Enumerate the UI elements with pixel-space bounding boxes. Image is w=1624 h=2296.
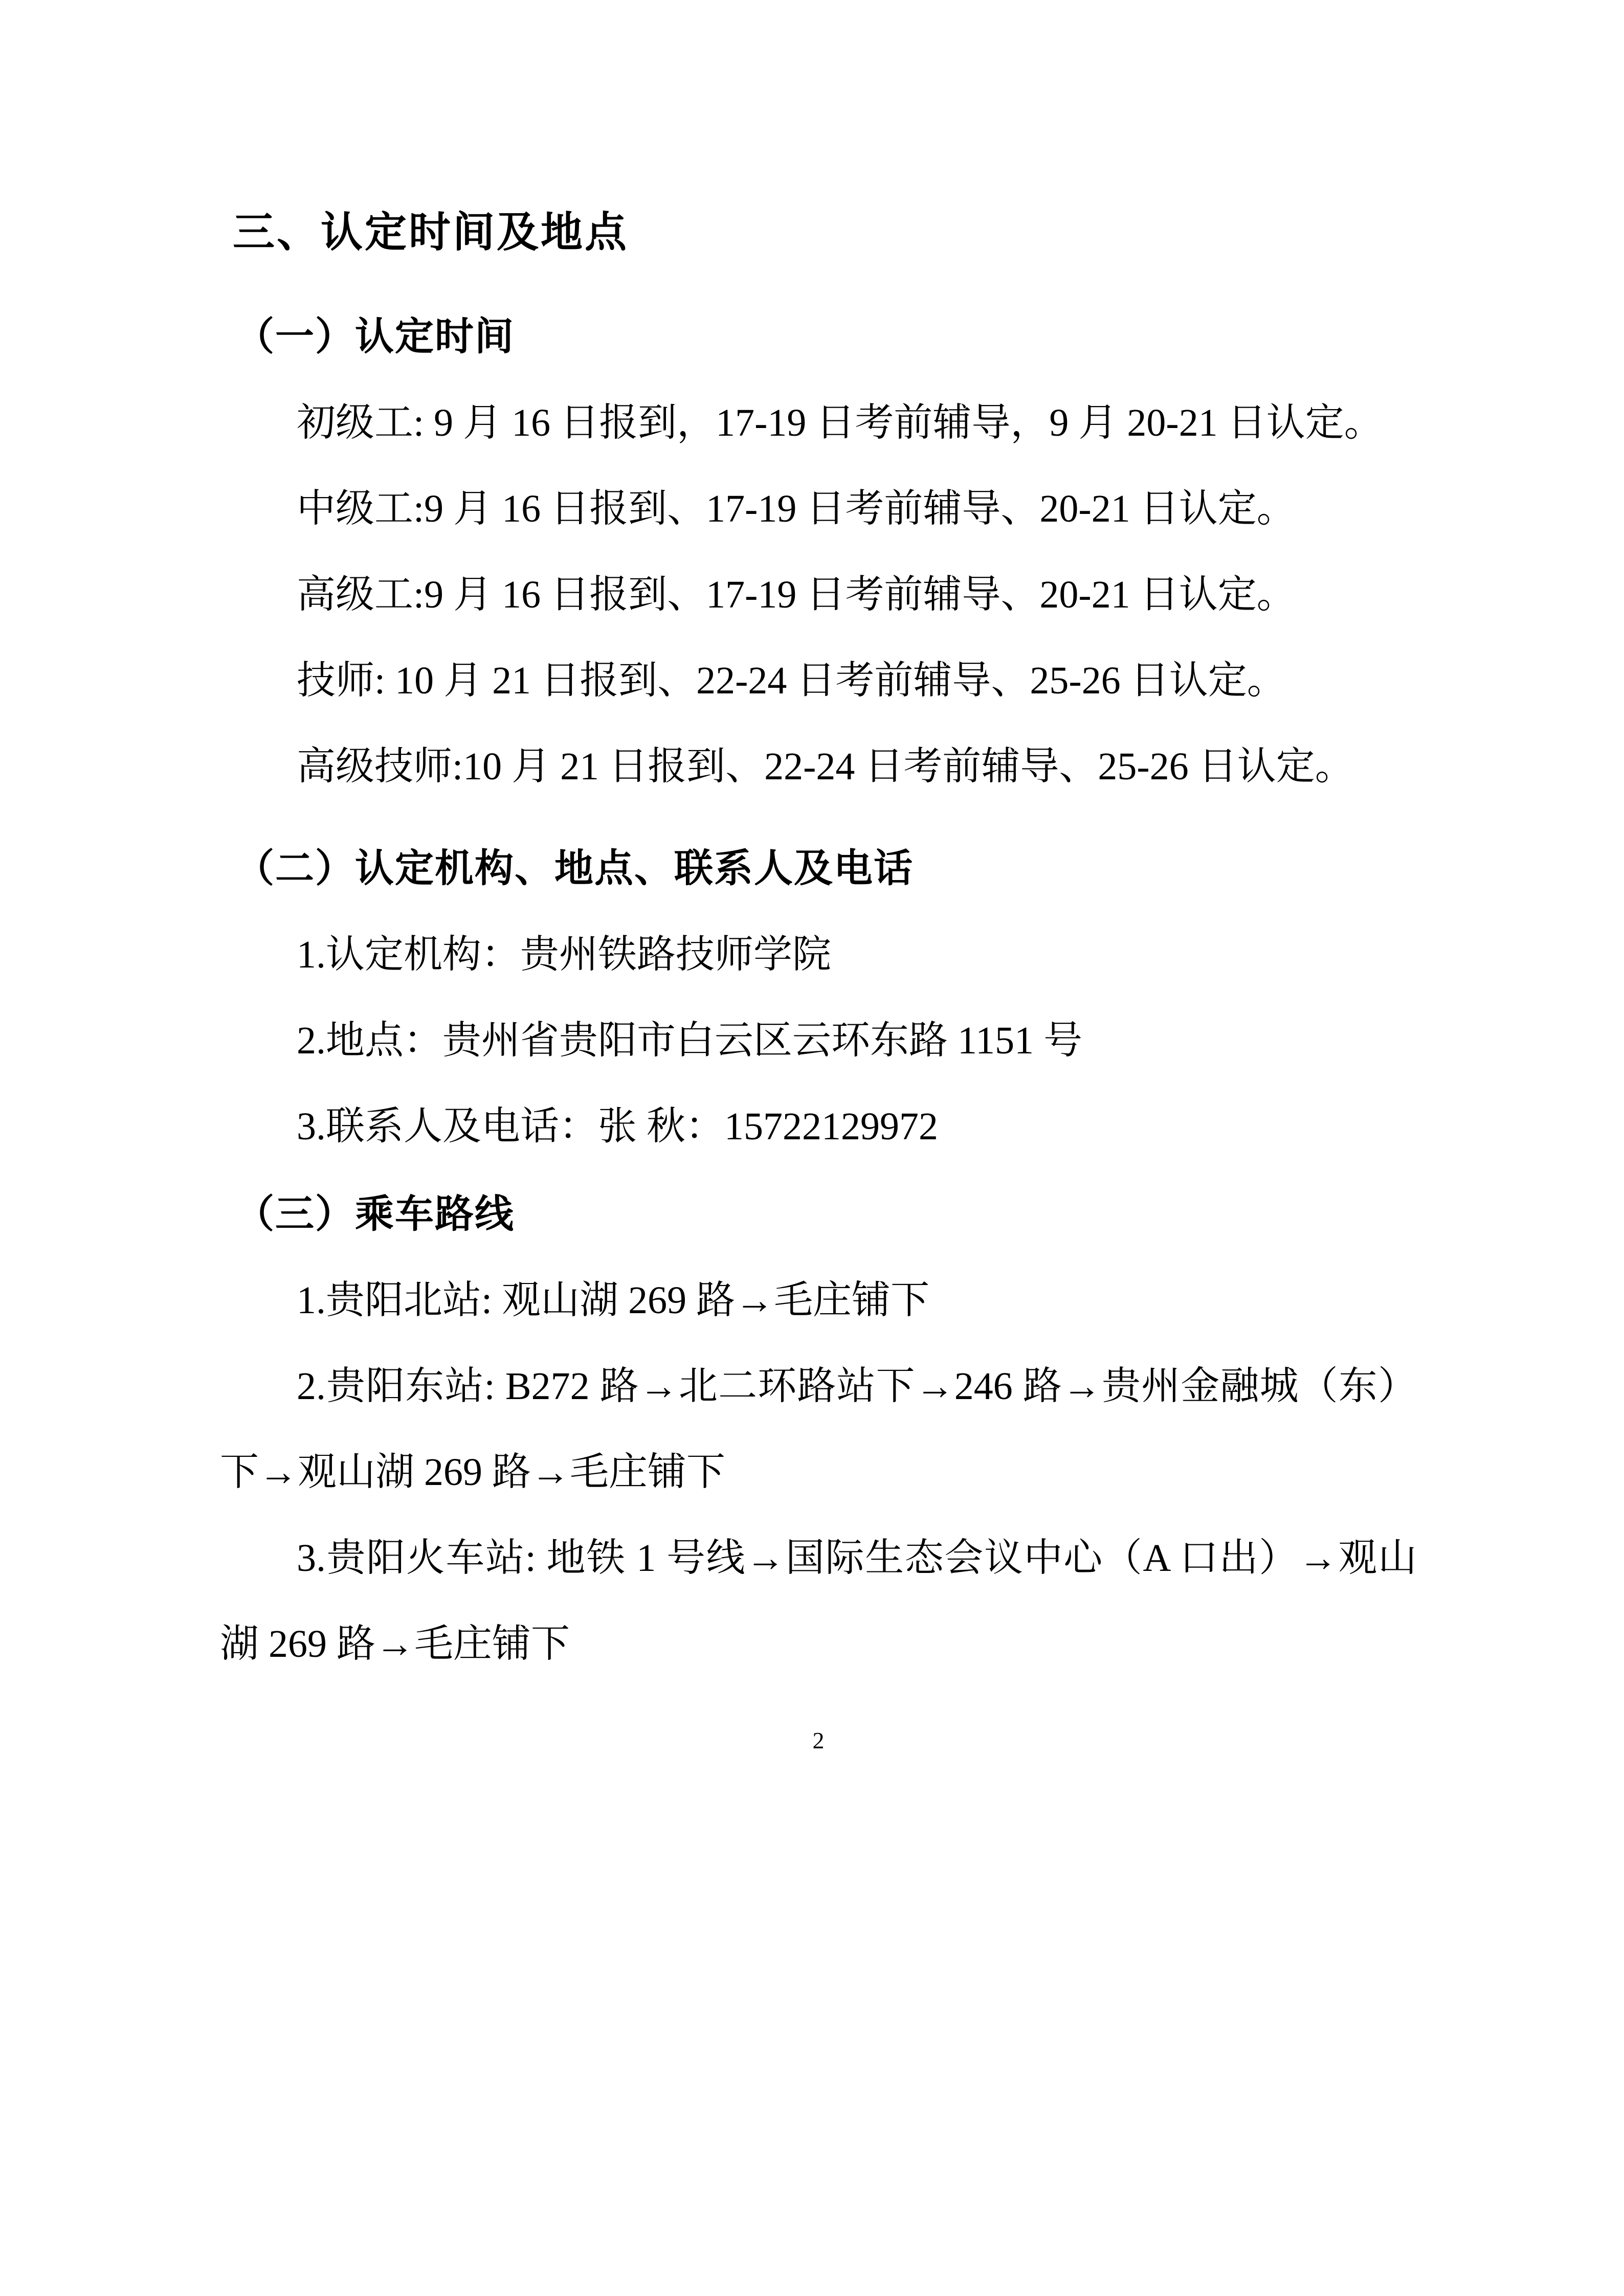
body-paragraph: 高级技师:10 月 21 日报到、22-24 日考前辅导、25-26 日认定。 bbox=[297, 745, 1354, 788]
subsection-heading-org: （二）认定机构、地点、联系人及电话 bbox=[235, 847, 914, 890]
subsection-heading-time: （一）认定时间 bbox=[235, 316, 515, 358]
body-paragraph: 1.认定机构：贵州铁路技师学院 bbox=[297, 933, 831, 976]
body-paragraph: 中级工:9 月 16 日报到、17-19 日考前辅导、20-21 日认定。 bbox=[297, 487, 1296, 530]
body-paragraph: 2.贵阳东站: B272 路→北二环路站下→246 路→贵州金融城（东）下→观山湖 269 路→毛庄铺下 bbox=[220, 1365, 1417, 1494]
body-paragraph: 高级工:9 月 16 日报到、17-19 日考前辅导、20-21 日认定。 bbox=[297, 573, 1296, 616]
page-number: 2 bbox=[812, 1727, 825, 1753]
body-paragraph: 1.贵阳北站: 观山湖 269 路→毛庄铺下 bbox=[297, 1279, 930, 1322]
body-paragraph: 3.联系人及电话：张 秋：15722129972 bbox=[297, 1105, 938, 1148]
body-paragraph: 技师: 10 月 21 日报到、22-24 日考前辅导、25-26 日认定。 bbox=[297, 659, 1286, 702]
body-paragraph: 2.地点：贵州省贵阳市白云区云环东路 1151 号 bbox=[297, 1019, 1083, 1062]
subsection-heading-routes: （三）乘车路线 bbox=[235, 1193, 515, 1236]
section-heading: 三、认定时间及地点 bbox=[233, 209, 629, 256]
body-paragraph: 3.贵阳火车站: 地铁 1 号线→国际生态会议中心（A 口出）→观山湖 269 路→毛庄铺下 bbox=[220, 1537, 1417, 1665]
body-paragraph: 初级工: 9 月 16 日报到，17-19 日考前辅导，9 月 20-21 日认定。 bbox=[297, 401, 1383, 444]
